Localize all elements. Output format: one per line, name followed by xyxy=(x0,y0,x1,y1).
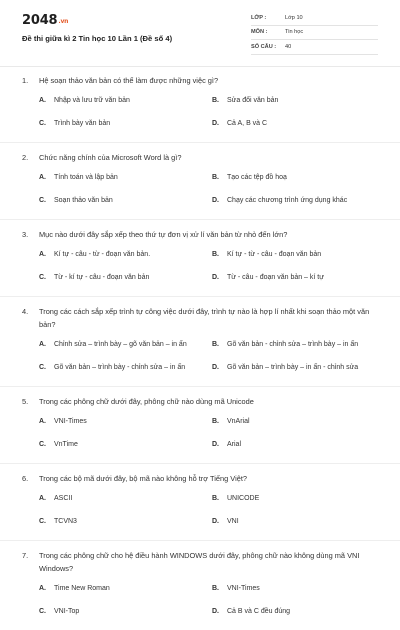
option-letter: A. xyxy=(39,495,46,502)
answer-option[interactable] xyxy=(212,250,385,273)
answer-option[interactable] xyxy=(212,119,385,142)
option-text: Nhập và lưu trữ văn bản xyxy=(54,97,130,104)
option-letter: B. xyxy=(212,585,219,592)
answer-option[interactable] xyxy=(212,417,385,440)
meta-row-subject xyxy=(251,26,378,41)
question-text-row xyxy=(0,472,400,485)
question-number: 5. xyxy=(22,397,29,406)
option-letter: A. xyxy=(39,585,46,592)
option-text: Gõ văn bản – trình bày – in ấn - chỉnh sửa xyxy=(227,364,359,371)
question-separator xyxy=(0,463,400,464)
answer-options xyxy=(0,173,400,219)
answer-option[interactable] xyxy=(39,96,212,119)
answer-option[interactable] xyxy=(39,250,212,273)
option-letter: D. xyxy=(212,274,219,281)
option-letter: A. xyxy=(39,174,46,181)
option-letter: D. xyxy=(212,364,219,371)
question-number: 1. xyxy=(22,76,29,85)
question-text-row xyxy=(0,305,400,331)
answer-option[interactable] xyxy=(39,584,212,607)
answer-option[interactable] xyxy=(39,196,212,219)
option-text: Kí tự - câu - từ - đoạn văn bản. xyxy=(54,251,151,258)
option-text: Soạn thảo văn bản xyxy=(54,197,113,204)
logo-main: 2048 xyxy=(22,13,58,28)
answer-option[interactable] xyxy=(212,584,385,607)
option-text: Time New Roman xyxy=(54,585,110,592)
option-letter: D. xyxy=(212,197,219,204)
answer-option[interactable] xyxy=(212,173,385,196)
option-letter: C. xyxy=(39,608,46,615)
option-letter: C. xyxy=(39,364,46,371)
answer-option[interactable] xyxy=(39,494,212,517)
question-item xyxy=(0,549,400,630)
question-text: Trong các cách sắp xếp trình tự công việc dưới đây, trình tự nào là hợp lí nhất khi soạn thảo một văn bản? xyxy=(39,307,370,329)
option-letter: B. xyxy=(212,495,219,502)
option-letter: B. xyxy=(212,341,219,348)
option-text: VNI-Times xyxy=(54,418,87,425)
answer-options xyxy=(0,417,400,463)
question-item xyxy=(0,151,400,220)
option-letter: C. xyxy=(39,441,46,448)
option-text: Cả B và C đều đúng xyxy=(227,608,291,615)
meta-row-count xyxy=(251,40,378,55)
question-list xyxy=(0,74,400,630)
meta-value: Tin học xyxy=(285,29,304,36)
question-text-row xyxy=(0,228,400,241)
exam-title: Đề thi giữa kì 2 Tin học 10 Lần 1 (Đề số 4) xyxy=(22,34,173,43)
question-separator xyxy=(0,142,400,143)
answer-option[interactable] xyxy=(39,363,212,386)
answer-option[interactable] xyxy=(212,363,385,386)
answer-option[interactable] xyxy=(212,340,385,363)
question-number: 7. xyxy=(22,551,29,560)
exam-meta-table xyxy=(251,11,378,55)
option-letter: B. xyxy=(212,97,219,104)
question-text: Trong các bộ mã dưới đây, bộ mã nào không hỗ trợ Tiếng Việt? xyxy=(39,474,248,483)
question-number: 6. xyxy=(22,474,29,483)
option-text: Tạo các tệp đồ hoạ xyxy=(227,174,287,181)
option-text: Sửa đổi văn bản xyxy=(227,97,279,104)
answer-option[interactable] xyxy=(39,440,212,463)
question-item xyxy=(0,472,400,541)
question-text: Mục nào dưới đây sắp xếp theo thứ tự đơn vị xử lí văn bản từ nhỏ đến lớn? xyxy=(39,230,288,239)
option-letter: B. xyxy=(212,174,219,181)
answer-options xyxy=(0,584,400,630)
question-item xyxy=(0,395,400,464)
meta-row-class xyxy=(251,11,378,26)
answer-options xyxy=(0,494,400,540)
option-letter: D. xyxy=(212,441,219,448)
question-number: 3. xyxy=(22,230,29,239)
question-item xyxy=(0,228,400,297)
question-text: Hệ soạn thảo văn bản có thể làm được những việc gì? xyxy=(39,76,219,85)
answer-option[interactable] xyxy=(39,417,212,440)
option-letter: A. xyxy=(39,341,46,348)
option-letter: C. xyxy=(39,197,46,204)
option-text: Cả A, B và C xyxy=(227,120,268,127)
option-text: Gõ văn bản - chỉnh sửa – trình bày – in ấn xyxy=(227,341,359,348)
question-number: 4. xyxy=(22,307,29,316)
option-text: Từ - câu - đoạn văn bản – kí tự xyxy=(227,274,324,281)
option-text: UNICODE xyxy=(227,495,260,502)
logo-sub: .vn xyxy=(58,18,69,25)
header-divider xyxy=(0,66,400,67)
question-separator xyxy=(0,540,400,541)
meta-label: SỐ CÂU : xyxy=(251,43,277,50)
option-text: VNI-Top xyxy=(54,608,80,615)
answer-option[interactable] xyxy=(212,517,385,540)
question-text: Chức năng chính của Microsoft Word là gì? xyxy=(39,153,182,162)
answer-option[interactable] xyxy=(212,440,385,463)
answer-option[interactable] xyxy=(212,607,385,630)
option-letter: D. xyxy=(212,518,219,525)
question-separator xyxy=(0,219,400,220)
question-text-row xyxy=(0,395,400,408)
option-text: Kí tự - từ - câu - đoạn văn bản xyxy=(227,251,322,258)
question-text: Trong các phông chữ dưới đây, phông chữ nào dùng mã Unicode xyxy=(39,397,254,406)
meta-value: 40 xyxy=(285,43,292,50)
option-letter: B. xyxy=(212,251,219,258)
option-text: Từ - kí tự - câu - đoạn văn bản xyxy=(54,274,150,281)
answer-option[interactable] xyxy=(39,119,212,142)
option-letter: A. xyxy=(39,97,46,104)
answer-option[interactable] xyxy=(39,607,212,630)
option-text: Gõ văn bản – trình bày - chỉnh sửa – in ấn xyxy=(54,364,186,371)
question-item xyxy=(0,74,400,143)
site-logo[interactable] xyxy=(22,13,68,28)
option-letter: C. xyxy=(39,120,46,127)
meta-label: LỚP : xyxy=(251,14,267,21)
option-text: Trình bày văn bản xyxy=(54,120,111,127)
answer-option[interactable] xyxy=(212,273,385,296)
option-letter: A. xyxy=(39,418,46,425)
option-text: VnArial xyxy=(227,418,250,425)
answer-option[interactable] xyxy=(212,196,385,219)
option-letter: C. xyxy=(39,518,46,525)
option-text: Arial xyxy=(227,441,242,448)
question-separator xyxy=(0,386,400,387)
answer-option[interactable] xyxy=(212,494,385,517)
option-letter: C. xyxy=(39,274,46,281)
question-text: Trong các phông chữ cho hệ điều hành WINDOWS dưới đây, phông chữ nào không dùng mã VNI Windows? xyxy=(39,551,360,573)
option-letter: B. xyxy=(212,418,219,425)
question-number: 2. xyxy=(22,153,29,162)
option-letter: D. xyxy=(212,120,219,127)
question-text-row xyxy=(0,151,400,164)
option-text: ASCII xyxy=(54,495,73,502)
meta-value: Lớp 10 xyxy=(285,14,303,21)
answer-option[interactable] xyxy=(39,340,212,363)
option-text: Chạy các chương trình ứng dụng khác xyxy=(227,197,348,204)
answer-options xyxy=(0,96,400,142)
answer-option[interactable] xyxy=(39,517,212,540)
question-item xyxy=(0,305,400,387)
page-header xyxy=(0,0,400,62)
option-text: Tính toán và lập bản xyxy=(54,174,118,181)
question-text-row xyxy=(0,74,400,87)
option-text: Chỉnh sửa – trình bày – gõ văn bản – in ấn xyxy=(54,341,187,348)
option-text: TCVN3 xyxy=(54,518,77,525)
option-text: VNI xyxy=(227,518,239,525)
question-separator xyxy=(0,296,400,297)
option-text: VNI-Times xyxy=(227,585,260,592)
answer-option[interactable] xyxy=(39,273,212,296)
answer-option[interactable] xyxy=(212,96,385,119)
answer-option[interactable] xyxy=(39,173,212,196)
option-letter: A. xyxy=(39,251,46,258)
meta-label: MÔN : xyxy=(251,29,268,36)
option-text: VnTime xyxy=(54,441,78,448)
answer-options xyxy=(0,340,400,386)
option-letter: D. xyxy=(212,608,219,615)
answer-options xyxy=(0,250,400,296)
question-text-row xyxy=(0,549,400,575)
